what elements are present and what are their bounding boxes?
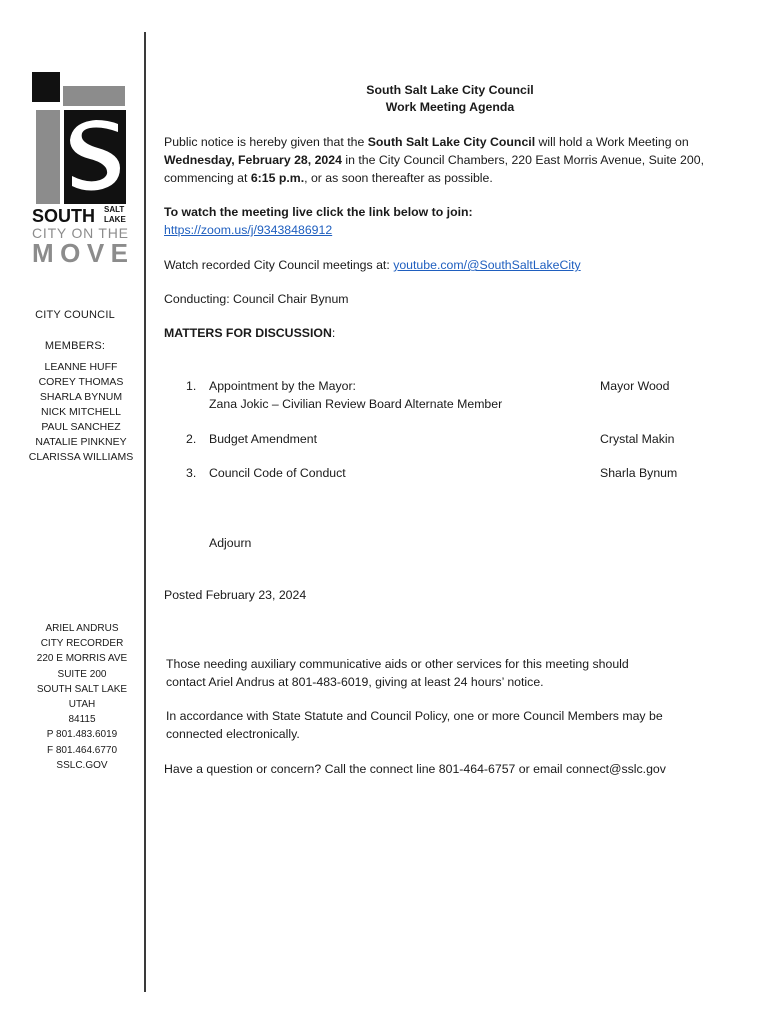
logo-gray-stem	[36, 110, 60, 204]
adjourn: Adjourn	[209, 536, 252, 550]
website-link[interactable]: SSLC.GOV	[56, 759, 108, 771]
electronic-notice	[166, 707, 726, 743]
recorded-meetings	[164, 256, 581, 274]
item-number: 2.	[186, 432, 197, 446]
contact-line: CITY RECORDER	[40, 638, 124, 650]
member-name: LEANNE HUFF	[44, 361, 118, 373]
recorded-text: Watch recorded City Council meetings at:	[164, 258, 394, 272]
live-heading: To watch the meeting live click the link below to join:	[164, 205, 473, 219]
member-name: NICK MITCHELL	[41, 406, 121, 418]
contact-line: ARIEL ANDRUS	[45, 623, 119, 634]
contact-line: P 801.483.6019	[46, 729, 118, 741]
statute-line-1: In accordance with State Statute and Council Policy, one or more Council Members may be	[166, 709, 663, 723]
posted-date: Posted February 23, 2024	[164, 588, 307, 602]
notice-text: will hold a Work Meeting on	[535, 135, 689, 149]
title-line-1: South Salt Lake City Council	[366, 83, 534, 97]
agenda-title	[164, 82, 736, 116]
meeting-date: Wednesday, February 28, 2024	[164, 153, 342, 167]
logo-south-word: SOUTH	[32, 206, 95, 226]
item-presenter: Crystal Makin	[600, 432, 675, 446]
title-line-2: Work Meeting Agenda	[385, 100, 515, 114]
auxiliary-aids-notice	[166, 655, 726, 691]
contact-line: UTAH	[68, 699, 96, 711]
notice-text: Public notice is hereby given that the	[164, 135, 368, 149]
item-detail: Zana Jokic – Civilian Review Board Alternate Member	[209, 397, 503, 411]
city-council-heading: CITY COUNCIL	[35, 309, 115, 321]
member-name: CLARISSA WILLIAMS	[28, 451, 134, 463]
aids-line-1: Those needing auxiliary communicative aids or other services for this meeting should	[166, 657, 629, 671]
item-presenter: Mayor Wood	[600, 379, 670, 393]
member-name: NATALIE PINKNEY	[35, 436, 127, 448]
item-presenter: Sharla Bynum	[600, 466, 678, 480]
member-name: COREY THOMAS	[38, 376, 124, 388]
recorder-contact-block	[0, 621, 164, 773]
meeting-time: 6:15 p.m.	[250, 171, 305, 185]
matters-colon: :	[331, 326, 336, 340]
sidebar-divider	[144, 32, 146, 992]
council-name: South Salt Lake City Council	[367, 135, 536, 149]
item-title: Council Code of Conduct	[209, 466, 346, 480]
item-title: Budget Amendment	[209, 432, 318, 446]
logo-gray-bar	[63, 86, 125, 106]
contact-line: 220 E MORRIS AVE	[36, 653, 128, 665]
zoom-link[interactable]: https://zoom.us/j/93438486912	[164, 223, 333, 237]
item-number: 1.	[186, 379, 197, 393]
notice-text: in the City Council Chambers, 220 East Morris Avenue, Suite 200,	[341, 153, 704, 167]
matters-heading-text: MATTERS FOR DISCUSSION	[164, 326, 332, 340]
public-notice	[164, 133, 724, 187]
logo-lake-word: LAKE	[104, 215, 126, 224]
notice-line-1	[164, 133, 724, 151]
youtube-link[interactable]: youtube.com/@SouthSaltLakeCity	[393, 258, 581, 272]
question-contact: Have a question or concern? Call the connect line 801-464-6757 or email connect@sslc.gov	[164, 762, 666, 776]
members-heading: MEMBERS:	[44, 340, 106, 352]
member-name: PAUL SANCHEZ	[41, 421, 121, 433]
notice-line-2	[164, 151, 724, 169]
logo-black-square	[32, 72, 60, 102]
conducting-line: Conducting: Council Chair Bynum	[164, 292, 349, 306]
aids-line-2: contact Ariel Andrus at 801-483-6019, giving at least 24 hours’ notice.	[166, 675, 544, 689]
statute-line-2: connected electronically.	[166, 727, 300, 741]
logo-tagline: CITY ON THE	[32, 225, 128, 241]
contact-line: SUITE 200	[57, 668, 107, 680]
sidebar	[0, 0, 145, 1024]
contact-line: F 801.464.6770	[46, 744, 118, 756]
notice-text: commencing at	[164, 171, 251, 185]
notice-text: , or as soon thereafter as possible.	[304, 171, 493, 185]
logo-move-word: MOVE	[32, 238, 128, 268]
member-name: SHARLA BYNUM	[39, 391, 123, 403]
contact-line: SOUTH SALT LAKE	[36, 683, 128, 695]
members-list	[0, 360, 162, 465]
contact-line: 84115	[68, 714, 96, 726]
matters-heading	[164, 324, 335, 342]
logo-salt-word: SALT	[104, 205, 125, 214]
notice-line-3	[164, 169, 724, 187]
item-title: Appointment by the Mayor:	[209, 379, 356, 393]
item-number: 3.	[186, 466, 197, 480]
city-logo	[32, 72, 132, 272]
